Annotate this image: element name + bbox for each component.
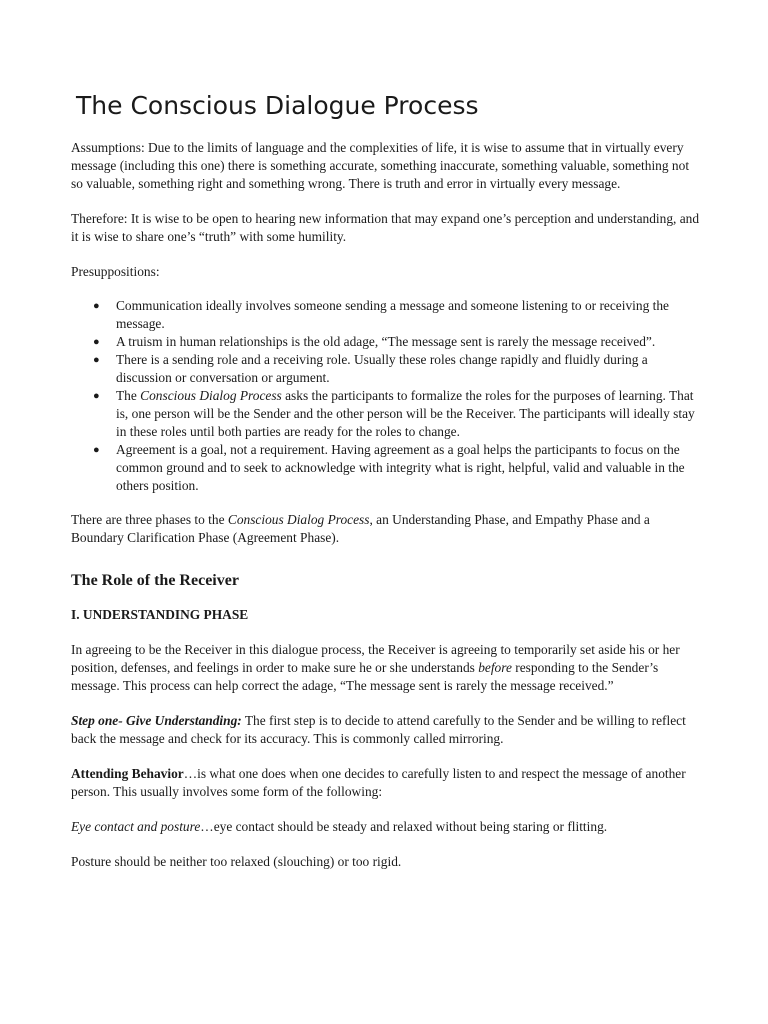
eye-contact-paragraph (71, 818, 701, 836)
document-body (71, 139, 701, 871)
assumptions-paragraph: Assumptions: Due to the limits of language and the complexities of life, it is wise to assume that in virtually every message (including this one) there is something accurate, something inaccurate, something valuable, something not so valuable, something right and something wrong. There is truth and error in virtually every message. (71, 140, 690, 191)
text-run: The (116, 388, 141, 403)
text-run: The first step is to decide to attend carefully to the Sender and be willing to reflect back the message and check for its accuracy. This is commonly called mirroring. (71, 713, 686, 746)
text-run: , an Understanding Phase, and Empathy Phase and a Boundary Clarification Phase (Agreement Phase). (71, 512, 650, 545)
bullet-icon: ● (93, 354, 100, 366)
attending-label: Attending Behavior (71, 766, 184, 781)
list-item (71, 297, 701, 333)
attending-paragraph (71, 765, 701, 801)
subsection-heading: I. UNDERSTANDING PHASE (71, 607, 249, 622)
eye-contact-label: Eye contact and posture (71, 819, 201, 834)
list-item-text: Agreement is a goal, not a requirement. Having agreement as a goal helps the participants to focus on the common ground and to seek to acknowledge with integrity what is right, helpful, valid and valuable in the others position. (116, 442, 685, 493)
list-item (71, 441, 701, 495)
bullet-icon: ● (93, 336, 100, 348)
text-run: …eye contact should be steady and relaxed without being staring or flitting. (200, 819, 608, 834)
bullet-icon: ● (93, 444, 100, 456)
document-title: The Conscious Dialogue Process (76, 91, 479, 120)
posture-paragraph: Posture should be neither too relaxed (slouching) or too rigid. (71, 854, 402, 869)
text-run: In agreeing to be the Receiver in this dialogue process, the Receiver is agreeing to temporarily set aside his or her position, defenses, and feelings in order to make sure he or she understands (71, 642, 680, 675)
list-item-text (116, 388, 695, 439)
bullet-icon: ● (93, 300, 100, 312)
list-item-text: A truism in human relationships is the old adage, “The message sent is rarely the message received”. (116, 334, 656, 349)
presuppositions-list (71, 297, 701, 495)
emphasis-text: Conscious Dialog Process (140, 388, 282, 403)
text-run: asks the participants to formalize the roles for the purposes of learning. That is, one person will be the Sender and the other person will be the Receiver. The participants will ideally stay in these roles until both parties are ready for the roles to change. (116, 388, 695, 439)
phases-intro-paragraph (71, 511, 701, 547)
text-run: …is what one does when one decides to carefully listen to and respect the message of another person. This usually involves some form of the following: (71, 766, 686, 799)
list-item-text: Communication ideally involves someone sending a message and someone listening to or receiving the message. (116, 298, 669, 331)
section-heading: The Role of the Receiver (71, 572, 239, 589)
text-run: There are three phases to the (71, 512, 228, 527)
emphasis-text: before (478, 660, 512, 675)
step-one-paragraph (71, 712, 701, 748)
text-run: responding to the Sender’s message. This process can help correct the adage, “The message sent is rarely the message received.” (71, 660, 659, 693)
therefore-paragraph: Therefore: It is wise to be open to hearing new information that may expand one’s perception and understanding, and it is wise to share one’s “truth” with some humility. (71, 211, 700, 244)
emphasis-text: Conscious Dialog Process (227, 512, 370, 527)
list-item-text: There is a sending role and a receiving role. Usually these roles change rapidly and fluidly during a discussion or conversation or argument. (116, 352, 648, 385)
list-item (71, 351, 701, 387)
step-one-label: Step one- Give Understanding: (71, 713, 242, 728)
list-item (71, 333, 701, 351)
bullet-icon: ● (93, 390, 100, 402)
list-item (71, 387, 701, 441)
receiver-paragraph (71, 641, 701, 695)
presuppositions-label: Presuppositions: (71, 264, 160, 279)
